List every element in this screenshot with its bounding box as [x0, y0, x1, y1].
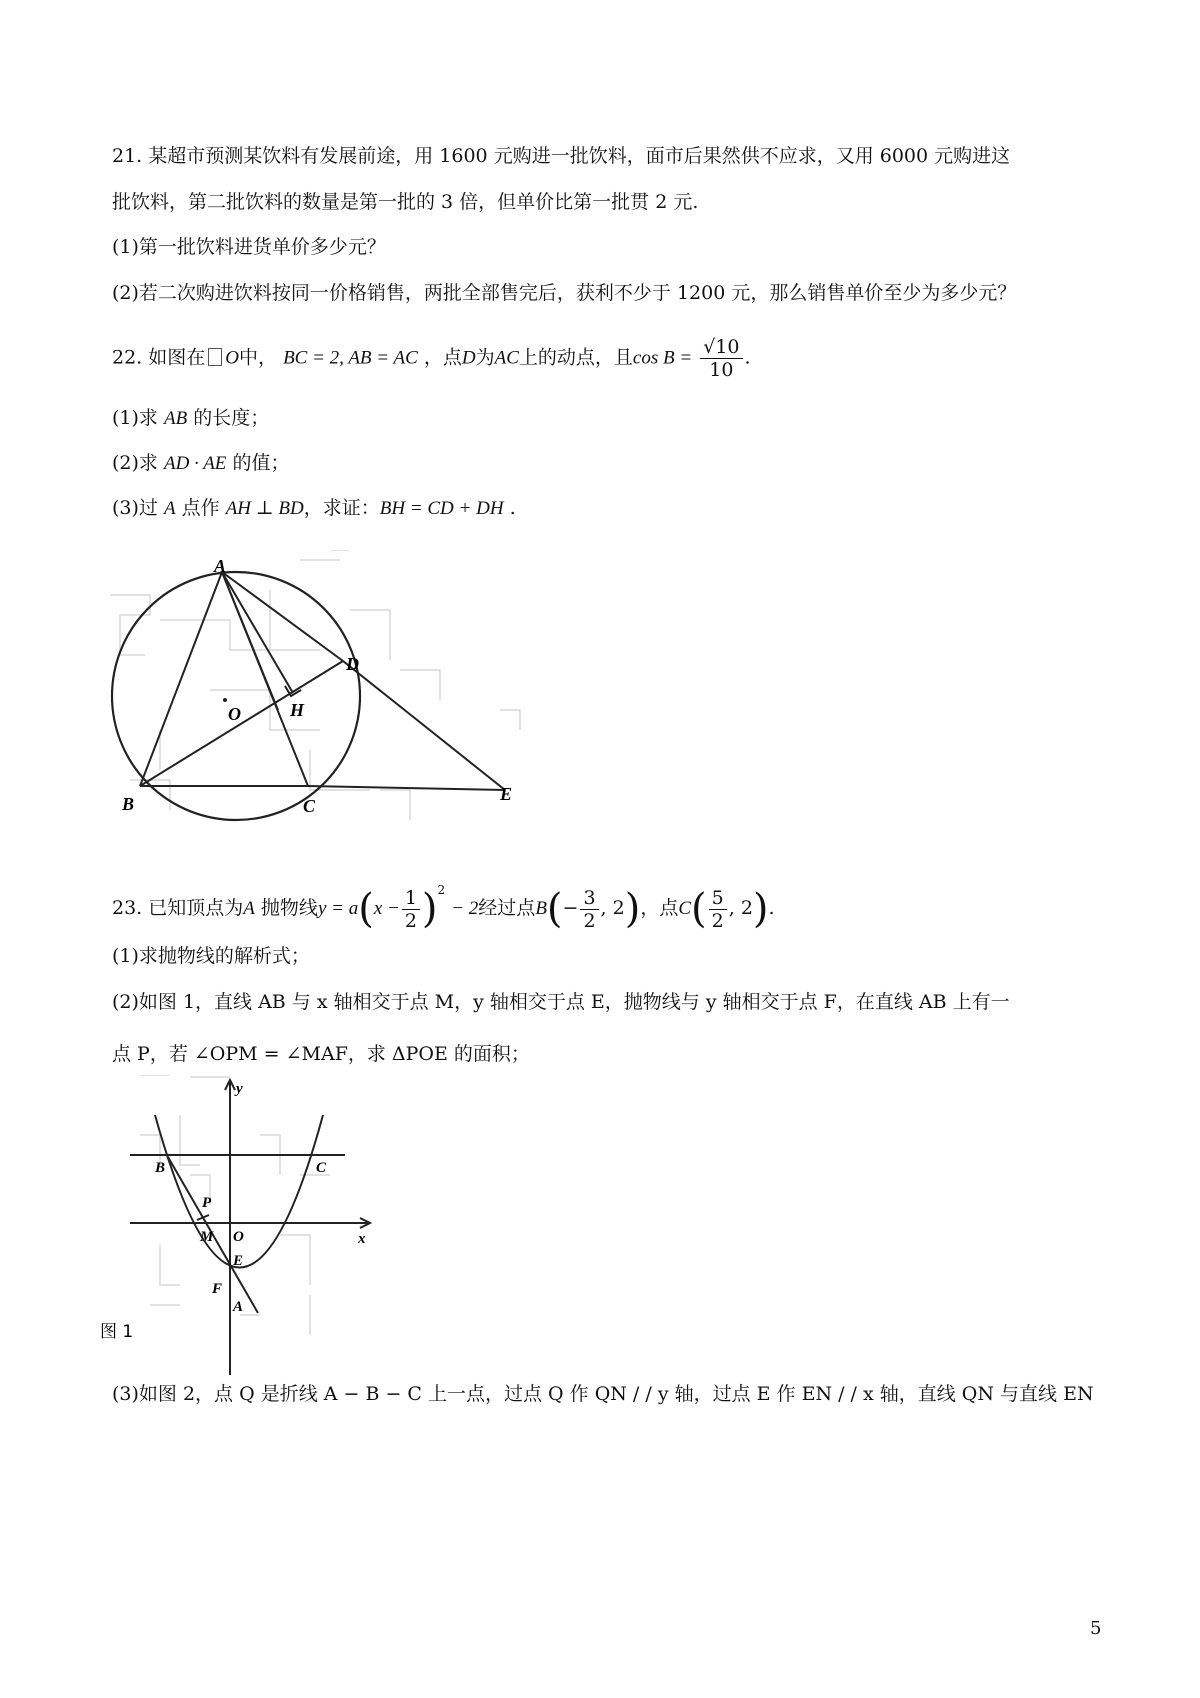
- label-d: D: [346, 654, 359, 674]
- q23-half-den: 2: [404, 909, 417, 932]
- q23-half: [402, 887, 420, 932]
- q23-paren-open: (: [358, 886, 374, 932]
- q22-p2-text: (2)求: [112, 452, 158, 474]
- label-c: C: [316, 1160, 327, 1176]
- label-h: H: [290, 700, 305, 720]
- label-o: O: [233, 1229, 244, 1245]
- q21-line-1: 21. 某超市预测某饮料有发展前途，用 1600 元购进一批饮料，面市后果然供不应求，又用 6000 元购进这: [112, 145, 1011, 167]
- label-a: A: [233, 1299, 244, 1315]
- q23-c-num: 5: [709, 887, 727, 910]
- q22-p3-text: (3)过: [112, 497, 158, 519]
- q23-end: .: [768, 897, 775, 919]
- q23-c-y: , 2: [728, 897, 753, 919]
- fig22-lines: [140, 572, 505, 790]
- q23-paren-close: ): [421, 886, 438, 932]
- label-e: E: [233, 1253, 244, 1269]
- circle-symbol-icon: [208, 348, 222, 366]
- q22-p3-text-2: 点作: [181, 497, 220, 519]
- q22-lead: 22. 如图在: [112, 346, 206, 369]
- label-b: B: [122, 794, 135, 814]
- q23-b-den: 2: [583, 909, 596, 932]
- q22-condition: BC = 2, AB = AC: [283, 347, 418, 369]
- q23-b-open: (: [546, 886, 563, 932]
- q23-eq-b: − 2: [451, 898, 479, 919]
- q23-point-b: B: [535, 898, 547, 919]
- q22-point-d: D: [461, 347, 476, 369]
- label-e: E: [500, 784, 513, 804]
- q23-half-num: 1: [402, 887, 420, 910]
- q23-b-close: ): [624, 886, 641, 932]
- q22-p1-text-end: 的长度；: [193, 407, 270, 429]
- q23-c-open: (: [691, 886, 707, 932]
- q23-b-frac: [580, 887, 598, 932]
- q23-c-den: 2: [711, 909, 724, 932]
- figure-23: [100, 1075, 420, 1375]
- q23-square: 2: [437, 883, 446, 897]
- q23-line-1: [112, 876, 775, 932]
- center-o-dot: [223, 698, 227, 702]
- q23-eq-x: x −: [373, 898, 400, 919]
- q23-part-2-line-2: 点 P，若 ∠OPM = ∠MAF，求 ΔPOE 的面积；: [112, 1043, 530, 1065]
- q22-text-1: 中，: [239, 346, 278, 369]
- q22-p1-math: AB: [163, 408, 188, 429]
- q21-part-1: (1)第一批饮料进货单价多少元？: [112, 236, 386, 258]
- q21-part-2: (2)若二次购进饮料按同一价格销售，两批全部售完后，获利不少于 1200 元，那么销售单价至少为多少元？: [112, 282, 1017, 304]
- q22-p2-text-end: 的值；: [232, 452, 290, 474]
- q22-line-1: [112, 336, 751, 381]
- label-m: M: [200, 1229, 214, 1245]
- q22-p2-math: AD · AE: [163, 453, 227, 474]
- q23-text-2: 经过点: [478, 897, 536, 919]
- q22-text-4: 上的动点，且: [518, 346, 633, 369]
- q22-cos-b: cos B =: [632, 347, 693, 369]
- q22-segment-ac: AC: [494, 347, 519, 369]
- fig23-lines: [130, 1080, 370, 1375]
- figure-22: [100, 550, 560, 850]
- q22-end: .: [744, 346, 751, 369]
- q22-fraction-num: √10: [700, 336, 742, 359]
- q22-text-2: ，点: [423, 346, 462, 369]
- label-f: F: [212, 1281, 223, 1297]
- q23-b-y: , 2: [600, 897, 625, 919]
- q23-eq-a: y = a: [317, 898, 359, 919]
- q22-p3-end: .: [509, 497, 516, 519]
- label-a: A: [214, 556, 227, 576]
- q23-text-3: ，点: [640, 897, 679, 919]
- q23-point-c: C: [678, 898, 692, 919]
- q22-part-1: [112, 404, 269, 433]
- q23-part-1: (1)求抛物线的解析式；: [112, 945, 310, 967]
- q23-lead: 23. 已知顶点为: [112, 897, 244, 919]
- label-y-axis: y: [236, 1081, 243, 1097]
- figure-1-caption: 图 1: [100, 1322, 134, 1342]
- q22-fraction-den: 10: [709, 359, 734, 381]
- page-number: 5: [1090, 1618, 1102, 1639]
- q22-p3-math-perp: AH ⊥ BD: [225, 498, 304, 519]
- q23-text-1: 抛物线: [260, 897, 318, 919]
- q23-part-3: (3)如图 2，点 Q 是折线 A − B − C 上一点，过点 Q 作 QN / / y 轴，过点 E 作 EN / / x 轴，直线 QN 与直线 EN: [112, 1383, 1094, 1405]
- fig23-scan-noise: [140, 1075, 330, 1335]
- q22-text-3: 为: [475, 346, 495, 369]
- q22-circle-name: O: [225, 347, 239, 369]
- q23-b-sign: −: [562, 897, 579, 919]
- label-x-axis: x: [358, 1231, 366, 1247]
- q22-part-2: [112, 449, 289, 478]
- q22-p3-math-proof: BH = CD + DH: [379, 498, 504, 519]
- q22-part-3: [112, 494, 516, 523]
- q21-line-2: 批饮料，第二批饮料的数量是第一批的 3 倍，但单价比第一批贯 2 元.: [112, 191, 699, 213]
- q22-p3-math-a: A: [163, 498, 176, 519]
- q23-c-close: ): [752, 886, 769, 932]
- q22-p1-text: (1)求: [112, 407, 158, 429]
- q22-p3-text-3: ，求证：: [303, 497, 380, 519]
- q23-b-num: 3: [580, 887, 598, 910]
- label-p: P: [202, 1195, 212, 1211]
- label-b: B: [155, 1160, 166, 1176]
- label-o: O: [228, 704, 241, 724]
- q23-part-2-line-1: (2)如图 1，直线 AB 与 x 轴相交于点 M，y 轴相交于点 E，抛物线与 y 轴相交于点 F，在直线 AB 上有一: [112, 991, 1010, 1013]
- label-c: C: [303, 796, 316, 816]
- q23-vertex-a: A: [243, 898, 255, 919]
- q22-fraction: [700, 336, 742, 381]
- q23-c-frac: [709, 887, 727, 932]
